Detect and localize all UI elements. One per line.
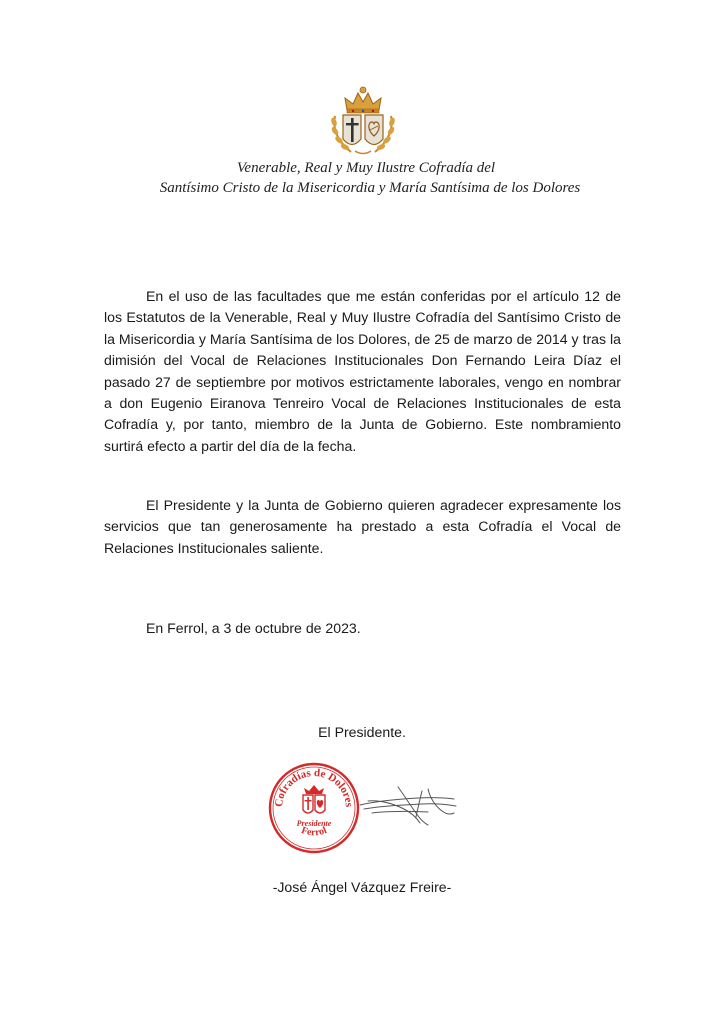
handwritten-signature xyxy=(358,783,458,827)
stamp-arc-text: Cofradías de Dolores xyxy=(272,766,356,808)
stamp-center-text: Presidente xyxy=(296,819,332,828)
official-stamp-icon xyxy=(266,760,362,856)
organization-name-line1: Venerable, Real y Muy Ilustre Cofradía del xyxy=(236,160,496,176)
signer-name: -José Ángel Vázquez Freire- xyxy=(272,879,452,895)
date-line: En Ferrol, a 3 de octubre de 2023. xyxy=(146,620,361,636)
stamp-bottom-text: Ferrol xyxy=(299,825,329,839)
signer-title: El Presidente. xyxy=(318,724,406,740)
cofradia-crest-icon xyxy=(323,84,403,158)
body-paragraph-appointment: En el uso de las facultades que me están conferidas por el artículo 12 de los Estatutos de la Venerable, Real y Muy Ilustre Cofradía del Santísimo Cristo de la Misericordia y María Santísima de los Dolores, de 25 de marzo de 2014 y tras la dimisión del Vocal de Relaciones Institucionales Don Fernando Leira Díaz el pasado 27 de septiembre por motivos estrictamente laborales, vengo en nombrar a don Eugenio Eiranova Tenreiro Vocal de Relaciones Institucionales de esta Cofradía y, por tanto, miembro de la Junta de Gobierno. Este nombramiento surtirá efecto a partir del día de la fecha. xyxy=(104,288,621,454)
body-paragraph-thanks: El Presidente y la Junta de Gobierno quieren agradecer expresamente los servicios que tan generosamente ha prestado a esta Cofradía el Vocal de Relaciones Institucionales saliente. xyxy=(104,497,621,556)
organization-name-line2: Santísimo Cristo de la Misericordia y María Santísima de los Dolores xyxy=(159,180,581,196)
